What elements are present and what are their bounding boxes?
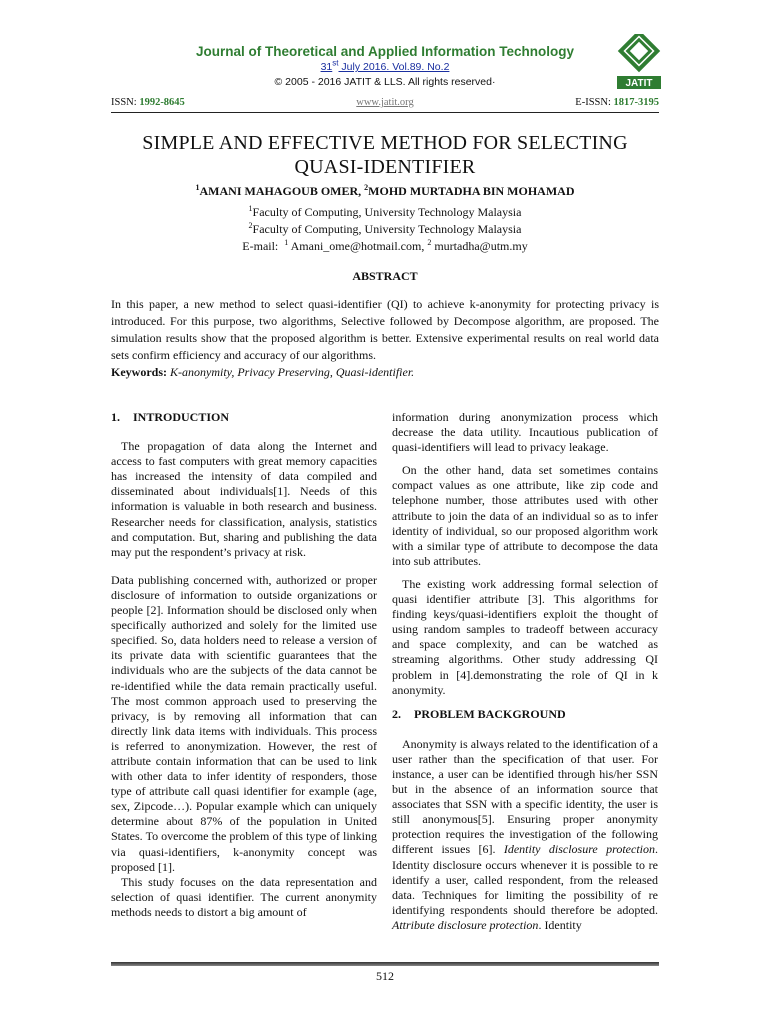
affiliation-1 [0,205,770,220]
journal-copyright: © 2005 - 2016 JATIT & LLS. All rights reserved· [274,76,496,88]
affil1-mark: 1 [248,204,253,213]
keywords [111,365,659,380]
section-2-number: 2. [392,706,401,721]
affiliation-2 [0,222,770,237]
email-line [0,239,770,254]
section-heading-problem-background [392,707,658,722]
author-list [0,184,770,199]
jatit-logo-icon [614,34,664,94]
background-text-b: . Identity disclosure occurs whenever it is possible to re identify a user, called respondent, from the released data. Techniques for limiting the possibility of re identifying respondents should therefore be adopted. [392,842,658,917]
intro-paragraph-1: The propagation of data along the Internet and access to fast computers with great memory capacities has increased the intensity of data compiled and disseminated about individuals[1]. Needs of this information is valuable in both research and business. Researcher needs for classification, analysis, statistics and computation. But, sharing and publishing the data may put the respondent’s privacy at risk. [111,439,377,559]
eissn-value: 1817-3195 [613,97,659,108]
author1-mark: 1 [195,183,200,192]
email2-mark: 2 [427,238,432,247]
issue-day-suffix: st [332,58,339,68]
section-1-title: INTRODUCTION [133,410,230,424]
journal-meta-row [111,96,659,113]
keywords-label: Keywords: [111,365,167,379]
paper-title [0,131,770,179]
background-text-a: Anonymity is always related to the identification of a user rather than the specification of that user. For instance, a user can be identified through his/her SSN but in the absence of an information source that associates that SSN with a specific identity, the user is still anonymous[5]. Ensuring proper anonymity protection requires the investigation of the following different issues [6]. [392,736,658,857]
email-label: E-mail: [242,239,279,253]
footer-rule [111,962,659,966]
right-paragraph-1: information during anonymization process which decrease the data utility. Incautious publication of quasi-identifiers will lead to privacy leakage. [392,410,658,455]
keywords-value: K-anonymity, Privacy Preserving, Quasi-identifier. [170,365,415,379]
right-paragraph-2: On the other hand, data set sometimes contains compact values as one attribute, like zip code and telephone number, those attributes used with other attribute to join the data of an individual so as to infer identity of individual, so our proposed algorithm work with a similar type of attribute to decompose the data into sub attributes. [392,463,658,568]
email2: murtadha@utm.my [434,239,528,253]
section-heading-introduction [111,410,377,425]
identity-disclosure-term: Identity disclosure protection [503,842,655,857]
issn-label: ISSN: [111,97,137,108]
background-text-c: . Identity [538,917,582,932]
abstract-text: In this paper, a new method to select quasi-identifier (QI) to achieve k-anonymity for protecting privacy is introduced. For this purpose, two algorithms, Selective followed by Decompose algorithm, are proposed. The simulation results show that the proposed algorithm is better. Extensive experimental results on real world data sets confirm efficiency and accuracy of our algorithms. [111,297,659,362]
paper-title-line2: QUASI-IDENTIFIER [294,156,476,178]
affil2-text: Faculty of Computing, University Technology Malaysia [252,222,522,236]
background-paragraph [392,737,658,933]
issue-day: 31 [320,61,333,73]
affil1-text: Faculty of Computing, University Technology Malaysia [252,205,522,219]
author2: MOHD MURTADHA BIN MOHAMAD [368,184,575,198]
section-2-title: PROBLEM BACKGROUND [414,706,566,721]
abstract-heading: ABSTRACT [352,269,418,283]
attribute-disclosure-term: Attribute disclosure protection [392,917,539,932]
email1: Amani_ome@hotmail.com, [290,239,425,253]
right-paragraph-3: The existing work addressing formal selection of quasi identifier attribute [3]. This algorithms for finding keys/quasi-identifiers exploit the thought of using random samples to tradeoff between accuracy and space complexity, and can be watched as streaming algorithms. Other study addressing QI problem in [4].demonstrating the role of QI in k anonymity. [392,576,658,697]
journal-name: Journal of Theoretical and Applied Information Technology [195,44,575,59]
eissn-label: E-ISSN: [575,97,611,108]
eissn [575,97,659,108]
paper-title-line1: SIMPLE AND EFFECTIVE METHOD FOR SELECTING [142,132,628,154]
affil2-mark: 2 [248,221,253,230]
intro-paragraph-2: Data publishing concerned with, authorized or proper disclosure of information to outside organizations or people [2]. Information should be disclosed only when specifically authorized and solely for the limited use specified. So, data holders need to release a version of its private data with scientific guarantees that the individuals who are the subjects of the data cannot be re-identified while the data remain practically useful. The most common approach used to preserving the privacy, is by removing all information that can directly link data items with individuals. This process is referred to anonymization. However, the rest of attribute contain information that can be used to link with other data to infer identity of responders, those type of attribute call quasi identifier for example (age, sex, Zipcode…). Popular example which can uniquely determine about 87% of the population in United States. To overcome the problem of this type of linking via quasi-identifiers, k-anonymity concept was proposed [1]. [111,572,377,874]
issn-value: 1992-8645 [139,97,185,108]
section-1-number: 1. [111,410,120,424]
left-column [111,410,377,920]
intro-paragraph-3: This study focuses on the data representation and selection of quasi identifier. The current anonymity methods needs to distort a big amount of [111,874,377,919]
author2-mark: 2 [364,183,369,192]
journal-website-link[interactable]: www.jatit.org [356,97,414,108]
right-column [392,410,658,933]
email1-mark: 1 [284,238,289,247]
author1: AMANI MAHAGOUB OMER, [199,184,362,198]
page-number: 512 [376,969,394,983]
logo-text: JATIT [625,78,653,89]
issue-rest: July 2016. Vol.89. No.2 [338,61,450,73]
